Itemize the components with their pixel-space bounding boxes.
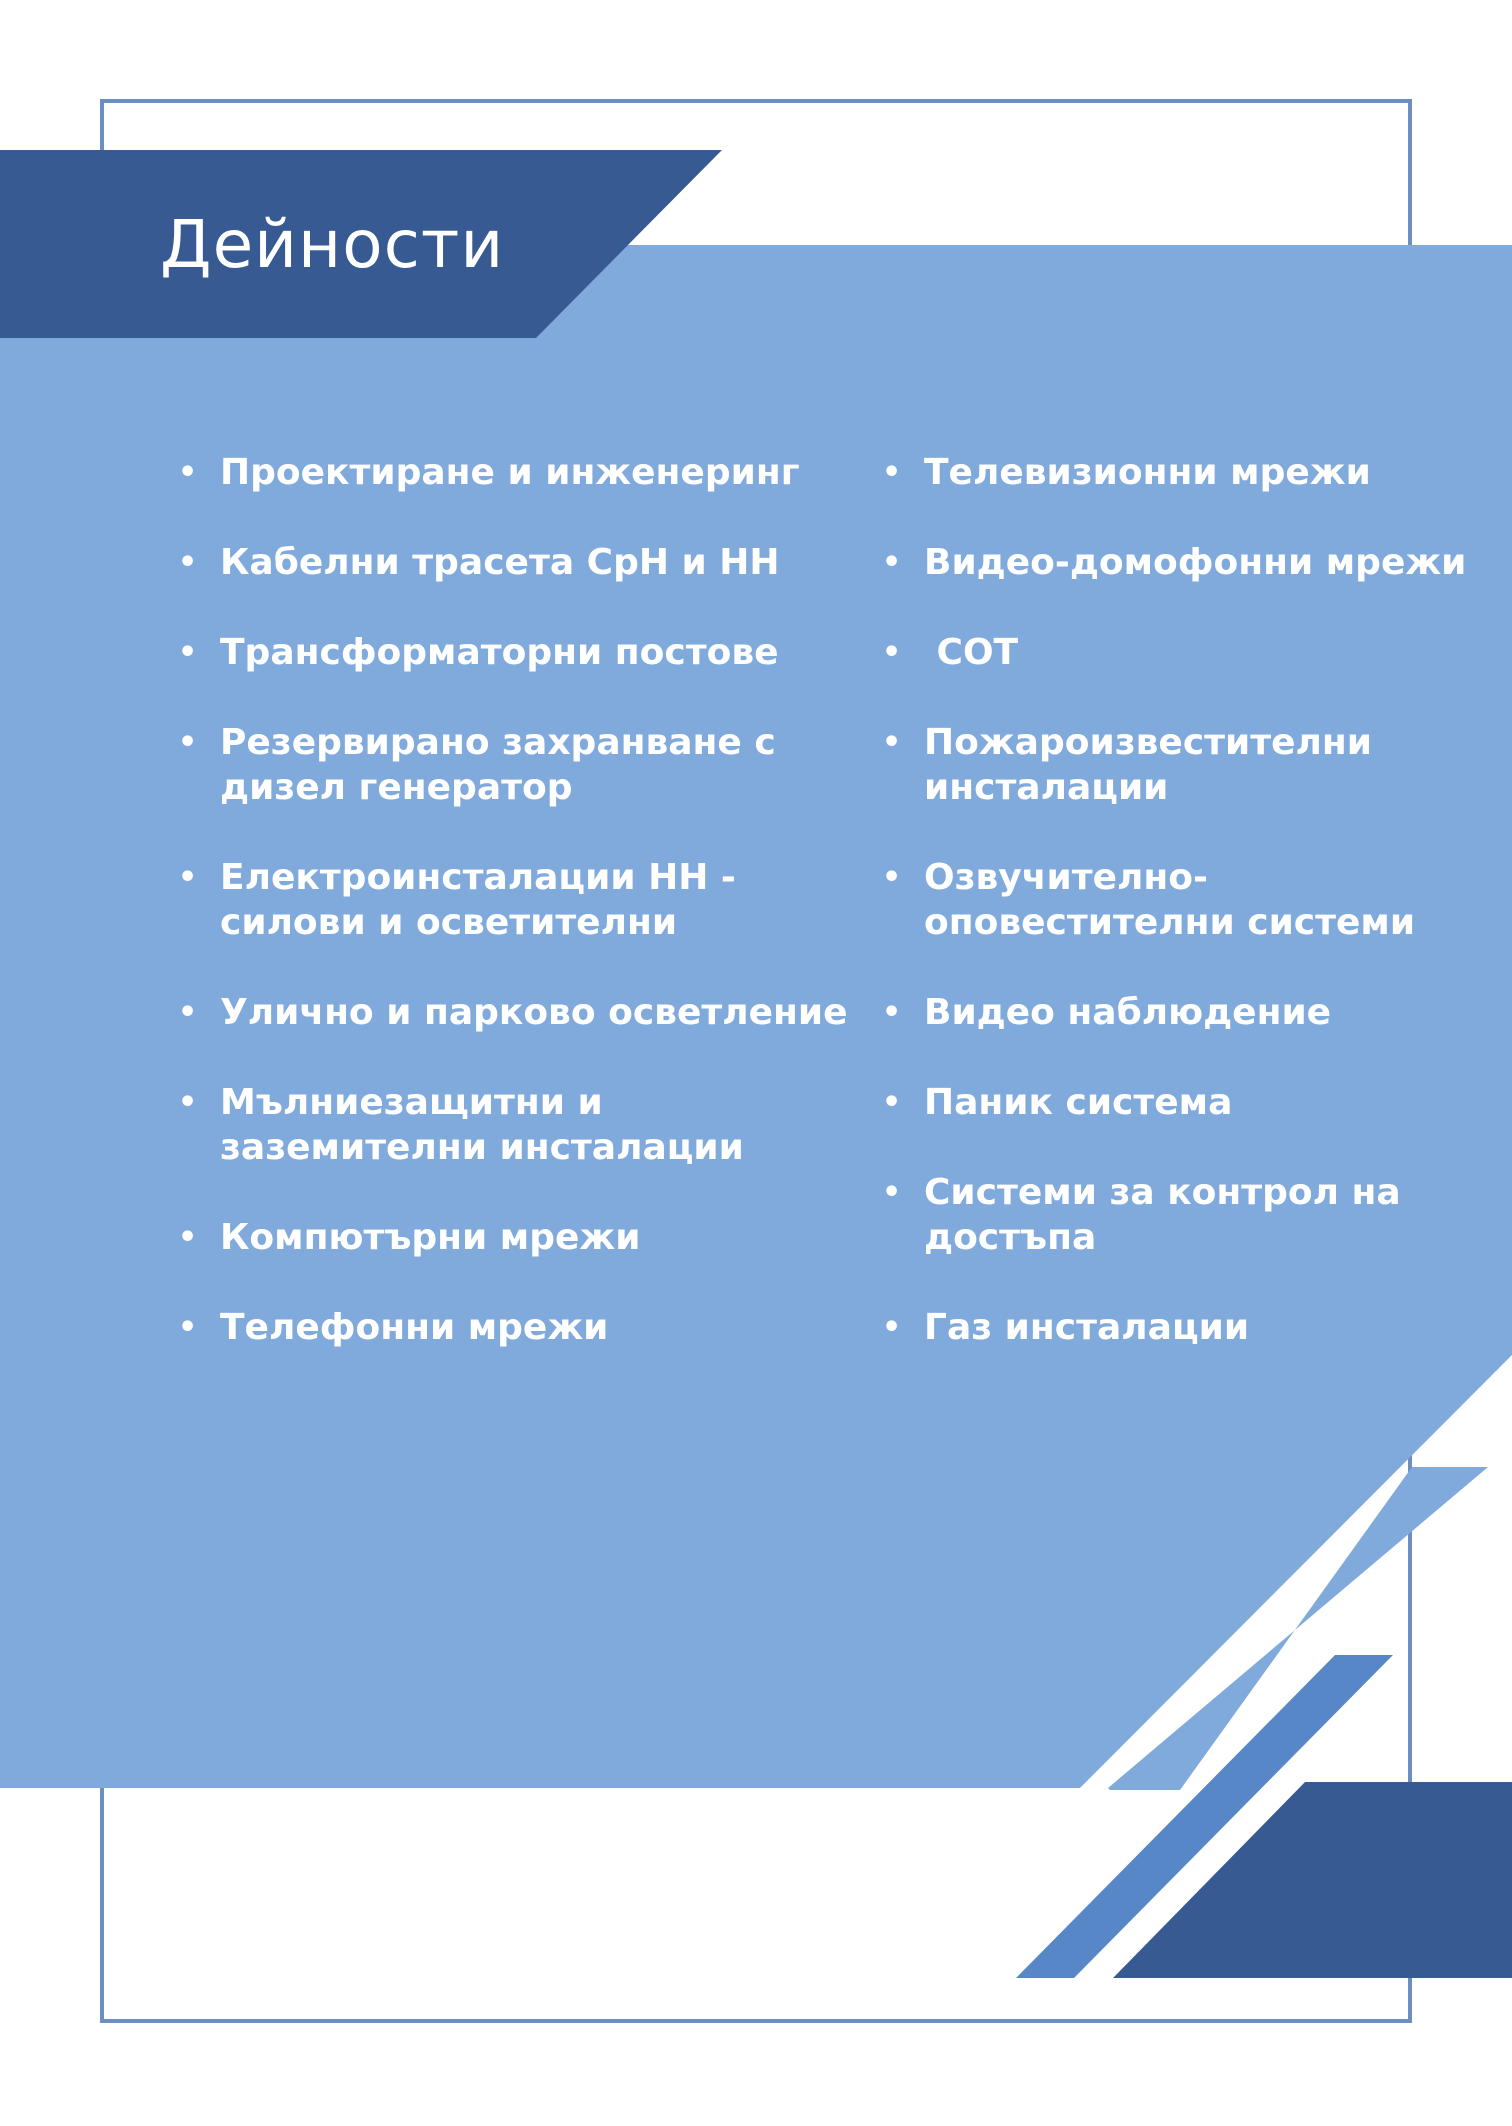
list-item-label: Кабелни трасета СрН и НН (220, 542, 780, 583)
bullet-icon: • (882, 725, 902, 760)
dark-corner-block (1113, 1782, 1512, 1978)
list-item (178, 1080, 858, 1170)
bullet-icon: • (178, 455, 198, 490)
list-item (882, 1080, 1482, 1125)
bullet-icon: • (178, 725, 198, 760)
list-item-label: Системи за контрол на достъпа (924, 1172, 1401, 1258)
list-item-label: Газ инсталации (924, 1307, 1250, 1348)
list-item (178, 1305, 858, 1350)
bullet-icon: • (882, 635, 902, 670)
bullet-icon: • (178, 1220, 198, 1255)
list-item (178, 990, 858, 1035)
list-item (178, 450, 858, 495)
list-item-label: Телевизионни мрежи (924, 452, 1371, 493)
bullet-icon: • (882, 545, 902, 580)
bullet-icon: • (178, 635, 198, 670)
bullet-icon: • (882, 455, 902, 490)
list-item-label: Видео наблюдение (924, 992, 1332, 1033)
list-item-label: Озвучително-оповестителни системи (924, 857, 1416, 943)
list-item (178, 630, 858, 675)
bullet-icon: • (882, 1310, 902, 1345)
list-item-label: Трансформаторни постове (220, 632, 779, 673)
list-item (882, 855, 1482, 945)
list-item (882, 720, 1482, 810)
list-item (882, 1305, 1482, 1350)
list-item-label: Мълниезащитни и заземителни инсталации (220, 1082, 744, 1168)
list-item (882, 990, 1482, 1035)
list-item-label: Резервирано захранване с дизел генератор (220, 722, 776, 808)
list-item (882, 540, 1482, 585)
bullet-icon: • (178, 545, 198, 580)
list-item (882, 1170, 1482, 1260)
bullet-icon: • (178, 860, 198, 895)
list-item (882, 450, 1482, 495)
bullet-icon: • (882, 860, 902, 895)
page-title: Дейности (160, 206, 505, 283)
list-item-label: Паник система (924, 1082, 1233, 1123)
list-item-label: СОТ (924, 632, 1019, 673)
list-item-label: Улично и парково осветление (220, 992, 848, 1033)
bullet-icon: • (882, 1085, 902, 1120)
list-item-label: Видео-домофонни мрежи (924, 542, 1467, 583)
activities-list-right (882, 450, 1482, 1395)
activities-list-left (178, 450, 858, 1395)
list-item-label: Електроинсталации НН - силови и осветителни (220, 857, 736, 943)
bullet-icon: • (178, 995, 198, 1030)
list-item (178, 720, 858, 810)
list-item (882, 630, 1482, 675)
list-item (178, 1215, 858, 1260)
bullet-icon: • (882, 995, 902, 1030)
list-item-label: Проектиране и инженеринг (220, 452, 800, 493)
bullet-icon: • (178, 1085, 198, 1120)
list-item (178, 540, 858, 585)
list-item-label: Телефонни мрежи (220, 1307, 609, 1348)
list-item-label: Пожароизвестителни инсталации (924, 722, 1372, 808)
bullet-icon: • (882, 1175, 902, 1210)
list-item (178, 855, 858, 945)
bullet-icon: • (178, 1310, 198, 1345)
list-item-label: Компютърни мрежи (220, 1217, 641, 1258)
